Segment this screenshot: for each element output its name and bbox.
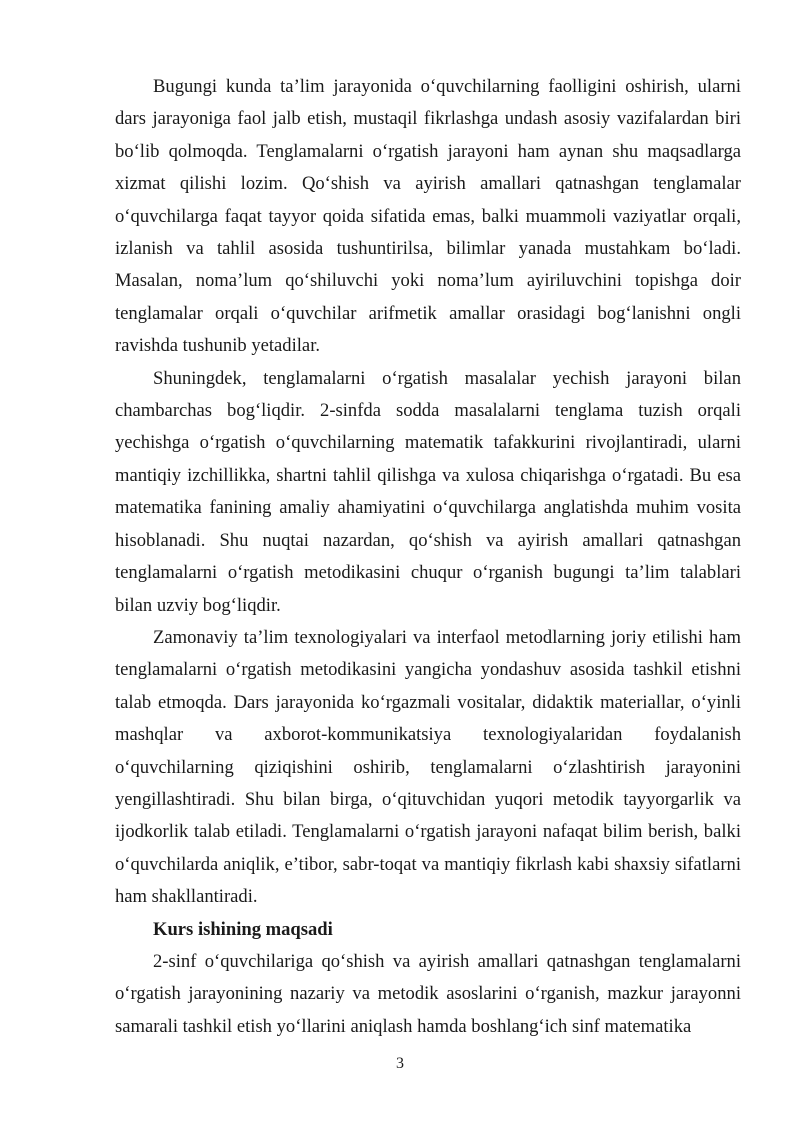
- section-paragraph: 2-sinf o‘quvchilariga qo‘shish va ayirish amallari qatnashgan tenglamalarni o‘rgatish jarayonining nazariy va metodik asoslarini o‘rganish, mazkur jarayonni samarali tashkil etish yo‘llarini aniqlash hamda boshlang‘ich sinf matematika: [115, 950, 741, 1037]
- paragraph-1: Bugungi kunda ta’lim jarayonida o‘quvchilarning faolligini oshirish, ularni dars jarayoniga faol jalb etish, mustaqil fikrlashga undash asosiy vazifalardan biri bo‘lib qolmoqda. Tenglamalarni o‘rgatish jarayoni ham aynan shu maqsadlarga xizmat qilishi lozim. Qo‘shish va ayirish amallari qatnashgan tenglamalar o‘quvchilarga faqat tayyor qoida sifatida emas, balki muammoli vaziyatlar orqali, izlanish va tahlil asosida tushuntirilsa, bilimlar yanada mustahkam bo‘ladi. Masalan, noma’lum qo‘shiluvchi yoki noma’lum ayiriluvchini topishga doir tenglamalar orqali o‘quvchilar arifmetik amallar orasidagi bog‘lanishni ongli ravishda tushunib yetadilar.: [115, 76, 741, 357]
- paragraph-3: Zamonaviy ta’lim texnologiyalari va interfaol metodlarning joriy etilishi ham tenglamalarni o‘rgatish metodikasini yangicha yondashuv asosida tashkil etishni talab etmoqda. Dars jarayonida ko‘rgazmali vositalar, didaktik materiallar, o‘yinli mashqlar va axborot-kommunikatsiya texnologiyalaridan foydalanish o‘quvchilarning qiziqishini oshirib, tenglamalarni o‘zlashtirish jarayonini yengillashtiradi. Shu bilan birga, o‘qituvchidan yuqori metodik tayyorgarlik va ijodkorlik talab etiladi. Tenglamalarni o‘rgatish jarayoni nafaqat bilim berish, balki o‘quvchilarda aniqlik, e’tibor, sabr-toqat va mantiqiy fikrlash kabi shaxsiy sifatlarni ham shakllantiradi.: [115, 626, 741, 908]
- paragraph-2: Shuningdek, tenglamalarni o‘rgatish masalalar yechish jarayoni bilan chambarchas bog‘liqdir. 2-sinfda sodda masalalarni tenglama tuzish orqali yechishga o‘rgatish o‘quvchilarning matematik tafakkurini rivojlantiradi, ularni mantiqiy izchillikka, shartni tahlil qilishga va xulosa chiqarishga o‘rgatadi. Bu esa matematika fanining amaliy ahamiyatini o‘quvchilarga anglatishda muhim vosita hisoblanadi. Shu nuqtai nazardan, qo‘shish va ayirish amallari qatnashgan tenglamalarni o‘rgatish metodikasini chuqur o‘rganish bugungi ta’lim talablari bilan uzviy bog‘liqdir.: [115, 367, 741, 616]
- page-number: 3: [396, 1055, 404, 1072]
- page-body: [115, 71, 741, 1043]
- section-heading: Kurs ishining maqsadi: [153, 918, 333, 940]
